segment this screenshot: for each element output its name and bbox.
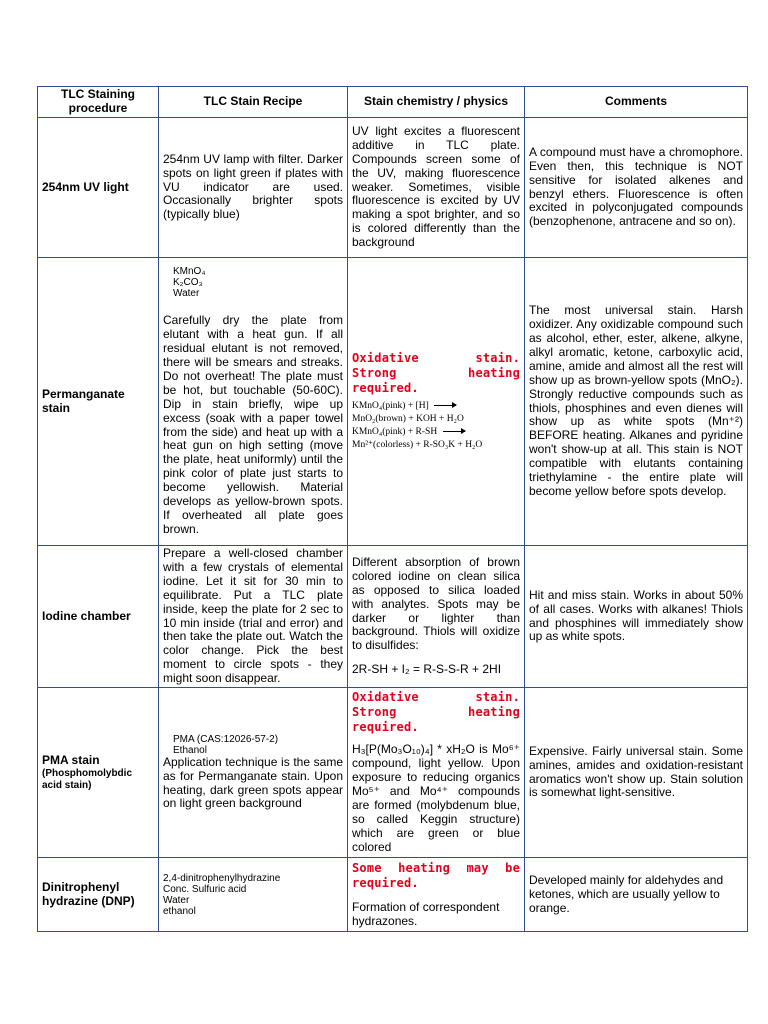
chemistry-equation: 2R-SH + I₂ = R-S-S-R + 2HI (352, 662, 502, 677)
reaction-line: KMnO₄(pink) + [H] (352, 400, 520, 413)
table-row (38, 858, 748, 932)
header-chemistry: Stain chemistry / physics (348, 87, 525, 118)
reagent: Ethanol (173, 744, 207, 756)
table-row (38, 546, 748, 688)
recipe-cell (159, 858, 348, 932)
header-comments: Comments (525, 87, 748, 118)
procedure-cell: Permanganate stain (38, 258, 159, 546)
recipe-text: Carefully dry the plate from elutant with a heat gun. If all residual elutant is not removed, there will be smears and streaks. Do not overheat! The plate must be hot, but touchable (50-60C). Dip in stain briefly, wipe up excess (soak with a paper towel from the side) and heat up with a heat gun on high setting (move the plate, heat uniformly) until the pink color of plate just starts to become yellowish. Material develops as yellow-brown spots. If overheated all plate goes brown. (163, 313, 343, 536)
procedure-cell: Iodine chamber (38, 546, 159, 688)
chemistry-cell (348, 858, 525, 932)
chemistry-cell (348, 688, 525, 858)
procedure-name: PMA stain (42, 752, 100, 767)
procedure-subtitle: (Phosphomolybdic acid stain) (42, 767, 132, 791)
table-row (38, 688, 748, 858)
chemistry-text: Formation of correspondent hydrazones. (352, 899, 500, 928)
chemistry-note: Some heating may be required. (352, 860, 520, 890)
comments-cell: The most universal stain. Harsh oxidizer. Any oxidizable compound such as alcohol, ether, ester, alkene, alkyne, alkyl aromatic, ketone, carboxylic acid, amine, amide and almost all the rest will show up as brown-yellow spots (MnO₂). Strongly reductive compounds such as thiols, phosphines and even dienes will show up as white spots (Mn⁺²) BEFORE heating. Alkanes and pyridine won't show-up at all. This stain is NOT compatible with elutants containing triethylamine - the entire plate will become yellow before spots develop. (525, 258, 748, 546)
header-procedure: TLC Staining procedure (38, 87, 159, 118)
arrow-icon (434, 405, 456, 406)
reagent: PMA (CAS:12026-57-2) (173, 733, 279, 745)
chemistry-note: Oxidative stain. Strong heating required. (352, 690, 520, 735)
tlc-stain-table (37, 86, 748, 932)
reagent: Conc. Sulfuric acid (163, 883, 247, 895)
chemistry-cell (348, 546, 525, 688)
recipe-cell: Prepare a well-closed chamber with a few crystals of elemental iodine. Let it sit for 30 min to equilibrate. Put a TLC plate inside, keep the plate for 2 sec to 10 min inside (trial and error) and then take the plate out. Watch the color change. Pick the best moment to circle spots - they might soon disappear. (159, 546, 348, 688)
table-row (38, 258, 748, 546)
arrow-icon (443, 431, 465, 432)
reaction-line: MnO₂(brown) + KOH + H₂O (352, 414, 464, 424)
chemistry-cell (348, 258, 525, 546)
chemistry-text: H₃[P(Mo₃O₁₀)₄] * xH₂O is Mo⁶⁺ compound, light yellow. Upon exposure to reducing organics Mo⁵⁺ and Mo⁴⁺ compounds are formed (molybdenum blue, so called Keggin structure) which are green or blue colored (352, 742, 520, 854)
reaction-line: KMnO₄(pink) + R-SH (352, 426, 520, 439)
reaction-equations (352, 400, 520, 452)
reagent: ethanol (163, 905, 196, 917)
header-recipe: TLC Stain Recipe (159, 87, 348, 118)
comments-cell: A compound must have a chromophore. Even then, this technique is NOT sensitive for isolated alkenes and benzyl ethers. Fluorescence is often excited in polyconjugated compounds (benzophenone, antracene and so on). (525, 118, 748, 258)
header-row (38, 87, 748, 118)
procedure-cell: 254nm UV light (38, 118, 159, 258)
chemistry-cell: UV light excites a fluorescent additive in TLC plate. Compounds screen some of the UV, making fluorescence weaker. Sometimes, visible fluorescence is excited by UV making a spot brighter, and so is colored differently than the background (348, 118, 525, 258)
table-row (38, 118, 748, 258)
procedure-cell (38, 688, 159, 858)
chemistry-text: Different absorption of brown colored iodine on clean silica as opposed to silica loaded with analytes. Spots may be darker or lighter than background. Thiols will oxidize to disulfides: (352, 554, 520, 653)
reagent: 2,4-dinitrophenylhydrazine (163, 872, 281, 884)
reagent-list (163, 734, 343, 756)
chemistry-note: Oxidative stain. Strong heating required. (352, 351, 520, 395)
reagent: KMnO₄ (173, 266, 206, 278)
comments-cell: Developed mainly for aldehydes and ketones, which are usually yellow to orange. (525, 858, 748, 932)
recipe-cell: 254nm UV lamp with filter. Darker spots on light green if plates with VU indicator are used. Occasionally brighter spots (typically blue) (159, 118, 348, 258)
recipe-cell (159, 688, 348, 858)
comments-cell: Expensive. Fairly universal stain. Some amines, amides and oxidation-resistant aromatics won't show up. Stain solution is somewhat light-sensitive. (525, 688, 748, 858)
reagent-list (163, 873, 343, 917)
recipe-cell (159, 258, 348, 546)
reaction-line: Mn²⁺(colorless) + R-SO₃K + H₂O (352, 440, 483, 450)
reagent: Water (163, 894, 190, 906)
reagent-list (163, 266, 343, 299)
procedure-cell: Dinitrophenyl hydrazine (DNP) (38, 858, 159, 932)
recipe-text: Application technique is the same as for Permanganate stain. Upon heating, dark green spots appear on light green background (163, 754, 343, 811)
comments-cell: Hit and miss stain. Works in about 50% of all cases. Works with alkanes! Thiols and phosphines will immediately show up as white spots. (525, 546, 748, 688)
reagent: K₂CO₃ (173, 277, 203, 289)
reagent: Water (173, 288, 200, 300)
